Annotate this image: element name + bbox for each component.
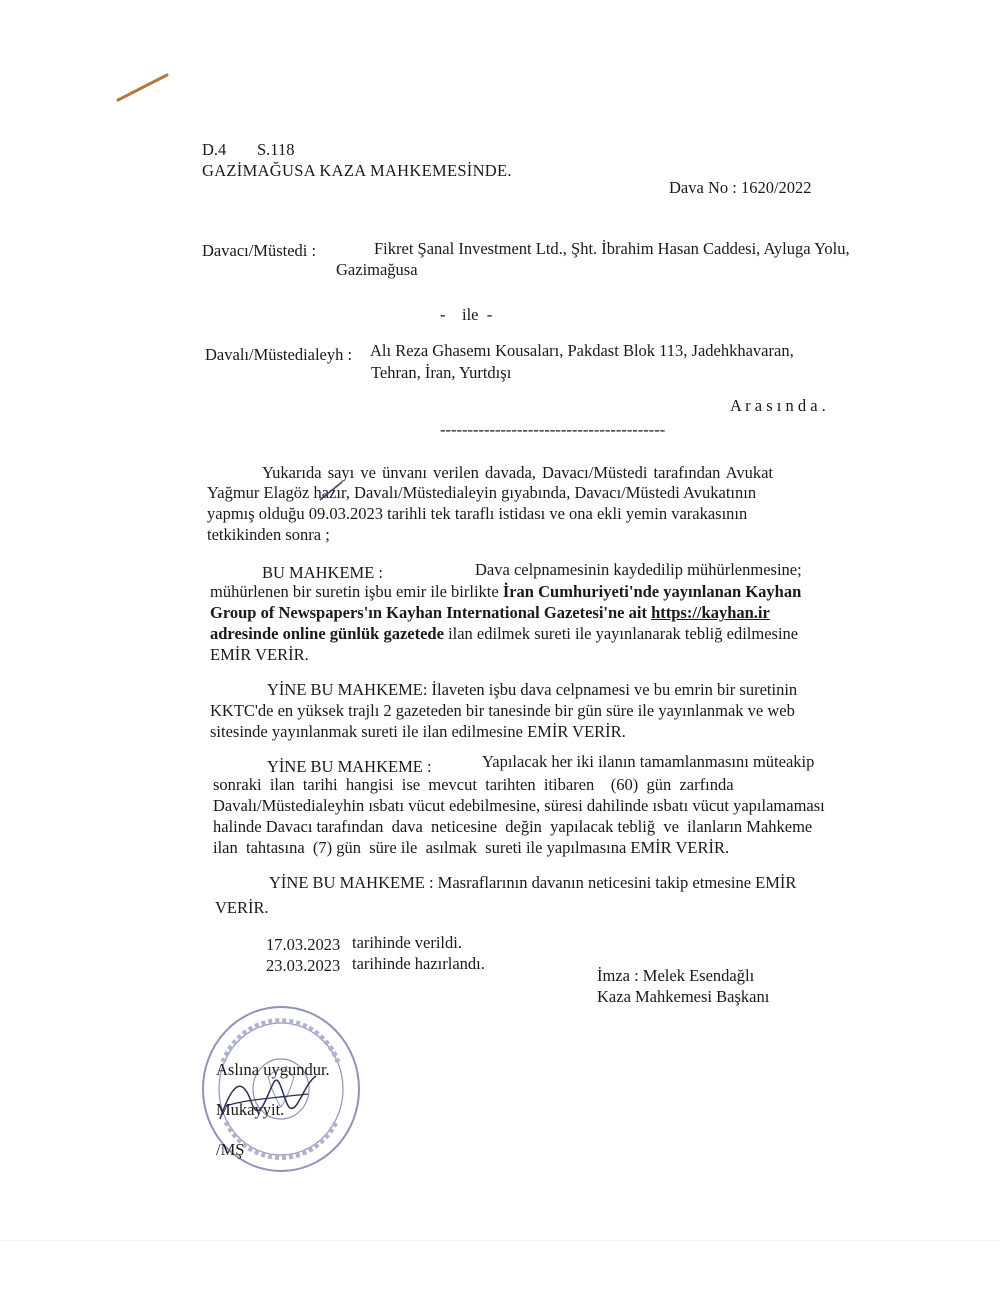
case-number: Dava No : 1620/2022 <box>669 178 812 197</box>
p4-heading: YİNE BU MAHKEME : <box>267 757 432 776</box>
defendant-address-line2: Tehran, İran, Yurtdışı <box>371 363 512 382</box>
plaintiff-label: Davacı/Müstedi : <box>202 241 317 260</box>
p3-line2: KKTC'de en yüksek trajlı 2 gazeteden bir tanesinde bir gün süre ile yayınlanmak ve web <box>210 701 795 720</box>
divider-line: ----------------------------------------- <box>440 420 666 439</box>
p2-heading: BU MAHKEME : <box>262 563 384 582</box>
pen-slash-icon <box>318 480 344 502</box>
p5-line1: YİNE BU MAHKEME : Masraflarının davanın neticesini takip etmesine EMİR <box>269 873 797 892</box>
pencil-mark-icon <box>115 70 175 104</box>
scan-edge <box>0 1240 1000 1241</box>
signature-name: İmza : Melek Esendağlı <box>597 966 755 985</box>
p2-line2-plain: mühürlenen bir suretin işbu emir ile birlikte <box>210 582 503 601</box>
ile-separator: - ile - <box>440 305 493 324</box>
p3-line3: sitesinde yayınlanmak sureti ile ilan edilmesine EMİR VERİR. <box>210 722 626 741</box>
reference-d: D.4 <box>202 140 227 159</box>
court-name: GAZİMAĞUSA KAZA MAHKEMESİNDE. <box>202 161 512 180</box>
defendant-label: Davalı/Müstedialeyh : <box>205 345 353 364</box>
given-date: 17.03.2023 <box>266 935 341 954</box>
p1-line2: Yağmur Elagöz hazır, Davalı/Müstedialeyin gıyabında, Davacı/Müstedi Avukatının <box>207 483 757 502</box>
certification-line1: Aslına uygundur. <box>216 1060 330 1079</box>
plaintiff-address-line2: Gazimağusa <box>336 260 418 279</box>
p4-line2: sonraki ilan tarihi hangisi ise mevcut tarihten itibaren (60) gün zarfında <box>213 775 734 794</box>
signature-title: Kaza Mahkemesi Başkanı <box>597 987 770 1006</box>
p1-line3: yapmış olduğu 09.03.2023 tarihli tek taraflı istidası ve ona ekli yemin varakasının <box>207 504 748 523</box>
p4-line4: halinde Davacı tarafından dava neticesine değin yapılacak tebliğ ve ilanların Mahkeme <box>213 817 813 836</box>
p2-line1: Dava celpnamesinin kaydedilip mühürlenmesine; <box>475 560 802 579</box>
p5-line2: VERİR. <box>215 898 269 917</box>
certification-line3: /MŞ <box>216 1140 245 1159</box>
p1-line1: Yukarıda sayı ve ünvanı verilen davada, Davacı/Müstedi tarafından Avukat <box>262 463 773 482</box>
p1-line4: tetkikinden sonra ; <box>207 525 330 544</box>
arasinda-text: A r a s ı n d a . <box>730 396 826 415</box>
p2-line5: EMİR VERİR. <box>210 645 309 664</box>
kayhan-url-link[interactable]: https://kayhan.ir <box>651 603 770 622</box>
p2-line4-bold: adresinde online günlük gazetede <box>210 624 444 643</box>
p3-line1: YİNE BU MAHKEME: İlaveten işbu dava celpnamesi ve bu emrin bir suretinin <box>267 680 798 699</box>
plaintiff-address-line1: Fikret Şanal Investment Ltd., Şht. İbrahim Hasan Caddesi, Ayluga Yolu, <box>374 239 850 258</box>
p2-line3-bold: Group of Newspapers'ın Kayhan International Gazetesi'ne ait <box>210 603 652 622</box>
handwritten-signature-icon <box>212 1064 322 1134</box>
defendant-address-line1: Alı Reza Ghasemı Kousaları, Pakdast Blok 113, Jadehkhavaran, <box>370 341 794 360</box>
p2-line2-bold: İran Cumhuriyeti'nde yayınlanan Kayhan <box>502 582 802 601</box>
p4-line3: Davalı/Müstedialeyhin ısbatı vücut edebilmesine, süresi dahilinde ısbatı vücut yapılamaması <box>213 796 825 815</box>
given-date-text: tarihinde verildi. <box>352 933 462 952</box>
reference-s: S.118 <box>257 140 295 159</box>
prepared-date: 23.03.2023 <box>266 956 341 975</box>
prepared-date-text: tarihinde hazırlandı. <box>352 954 485 973</box>
certification-line2: Mukayyit. <box>216 1100 285 1119</box>
p4-line1: Yapılacak her iki ilanın tamamlanmasını müteakip <box>482 752 815 771</box>
p2-line4-plain: ilan edilmek sureti ile yayınlanarak tebliğ edilmesine <box>443 624 799 643</box>
p4-line5: ilan tahtasına (7) gün süre ile asılmak sureti ile yapılmasına EMİR VERİR. <box>213 838 730 857</box>
